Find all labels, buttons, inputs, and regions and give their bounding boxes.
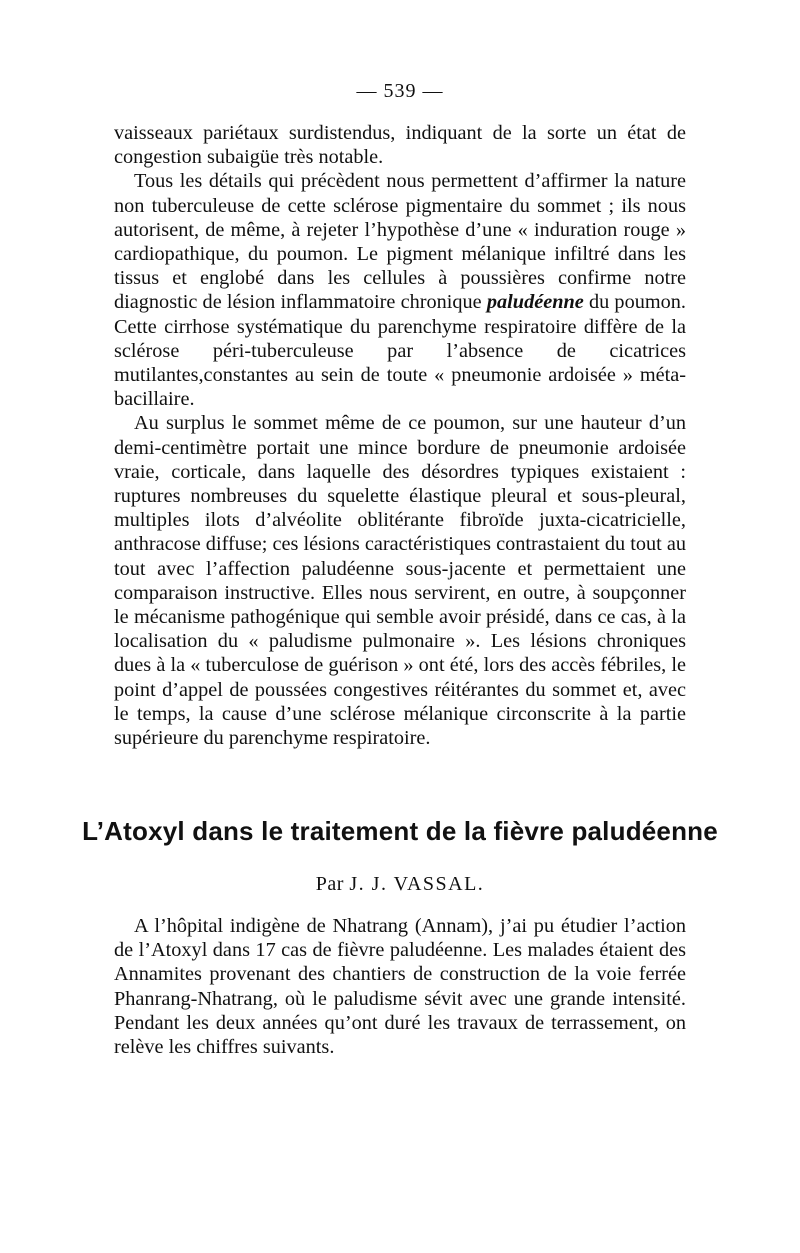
paragraph-details-text-start: Tous les détails qui précèdent nous permettent d’affirmer la nature non tuberculeuse de cette sclérose pigmentaire du sommet ; ils nous autorisent, de même, à rejeter l’hypothèse d’une « induration rouge » cardiopathique, du poumon. Le pigment mélanique infiltré dans les tissus et englobé dans les cellules à poussières confirme notre diagnostic de lésion inflammatoire chronique <box>114 170 686 314</box>
page-number: — 539 — <box>356 80 444 102</box>
paragraph-surplus: Au surplus le sommet même de ce poumon, sur une hauteur d’un demi-centimètre portait une mince bordure de pneumonie ardoisée vraie, corticale, dans laquelle des désordres typiques existaient : ruptures nombreuses du squelette élastique pleural et sous-pleural, multiples ilots d’alvéolite oblitérante fibroïde juxta-cicatricielle, anthracose diffuse; ces lésions caractéristiques contrastaient du tout au tout avec l’affection paludéenne sous-jacente et permettaient une comparaison instructive. Elles nous servirent, en outre, à soupçonner le mécanisme pathogénique qui semble avoir présidé, dans ce cas, à la localisation du « paludisme pulmonaire ». Les lésions chroniques dues à la « tuberculose de guérison » ont été, lors des accès fébriles, le point d’appel de poussées congestives réitérantes du sommet et, avec le temps, la cause d’une sclérose mélanique circonscrite à la partie supérieure du parenchyme respiratoire. <box>114 412 686 750</box>
paragraph-details <box>114 169 686 411</box>
author-name: J. J. VASSAL. <box>349 873 485 895</box>
paragraph-continued: vaisseaux pariétaux surdistendus, indiquant de la sorte un état de congestion subaigüe très notable. <box>114 122 686 169</box>
paragraph-details-text-end: du poumon. Cette cirrhose systématique du parenchyme respiratoire diffère de la sclérose péri-tuberculeuse par l’absence de cicatrices mutilantes,constantes au sein de toute « pneumonie ardoisée » méta-bacillaire. <box>114 291 686 411</box>
italic-term-paludeenne: paludéenne <box>486 291 584 314</box>
continued-text-block <box>114 121 686 750</box>
article-text-block <box>114 914 686 1059</box>
byline-prefix: Par <box>315 873 344 895</box>
article-title: L’Atoxyl dans le traitement de la fièvre paludéenne <box>82 816 718 846</box>
paragraph-article-intro: A l’hôpital indigène de Nhatrang (Annam), j’ai pu étudier l’action de l’Atoxyl dans 17 cas de fièvre paludéenne. Les malades étaient des Annamites provenant des chantiers de construction de la voie ferrée Phanrang-Nhatrang, où le paludisme sévit avec une grande intensité. Pendant les deux années qu’ont duré les travaux de terrassement, on relève les chiffres suivants. <box>114 915 686 1059</box>
byline <box>0 873 800 896</box>
